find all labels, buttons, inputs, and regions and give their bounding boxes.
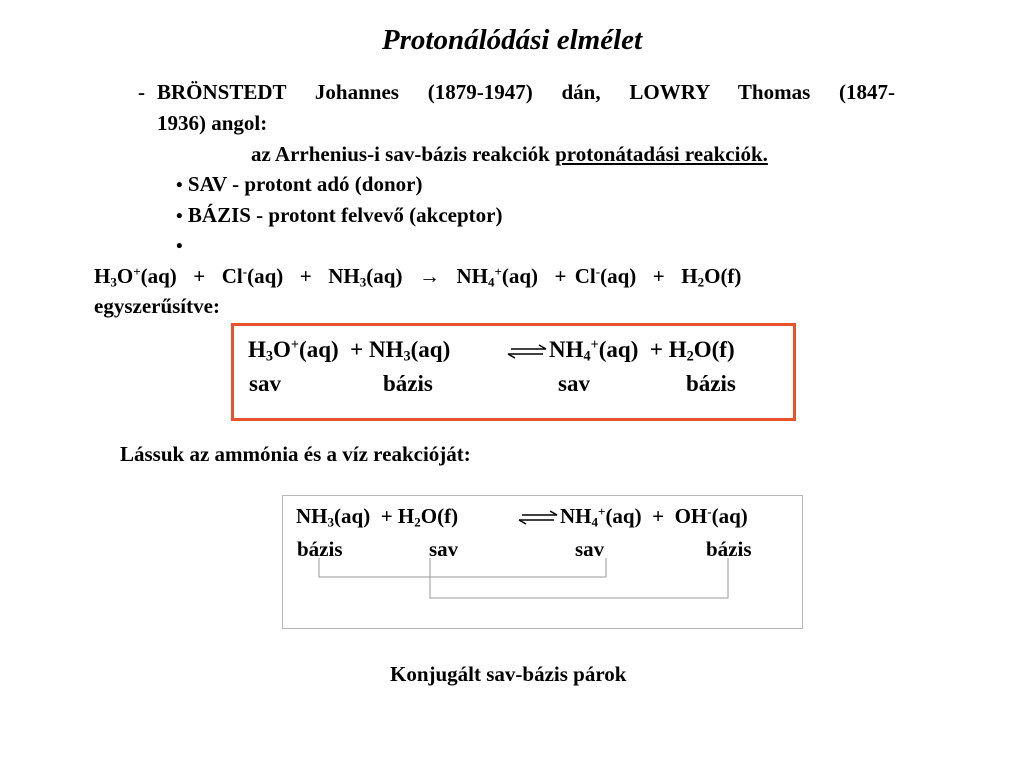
boxed-role-3: sav: [558, 371, 590, 396]
page-title: Protonálódási elmélet: [381, 24, 643, 56]
equilibrium-arrow-icon: [519, 511, 557, 524]
bullet-text: BÁZIS - protont felvevő (akceptor): [187, 203, 503, 227]
conjugate-pair-lines: [319, 558, 728, 598]
intro-line-2: 1936) angol:: [157, 111, 268, 135]
ammonia-reaction-right: $NH_4^+(aq) + OH^-(aq)$: [560, 503, 748, 530]
ammonia-role-3: sav: [575, 537, 605, 561]
bullet-dot-icon: •: [176, 206, 183, 227]
bullet-dot-icon: •: [176, 175, 183, 196]
intro-line-1: BRÖNSTEDT Johannes (1879-1947) dán, LOWRY Thomas (1847-: [157, 80, 895, 104]
simplified-label: egyszerűsítve:: [94, 294, 220, 318]
reaction-arrow-icon: →: [418, 264, 440, 288]
reaction-full: $H_3O^+(aq) + Cl^-(aq) + NH_3(aq) \to NH_4^+(aq) + Cl^-(aq) + H_2O(f)$: [94, 263, 742, 290]
ammonia-reaction-left: $NH_3(aq) + H_2O(f)$: [296, 504, 459, 530]
boxed-role-1: sav: [249, 371, 281, 396]
boxed-role-4: bázis: [686, 371, 736, 396]
boxed-reaction-left: $H_3O^+(aq) + NH_3(aq)$: [248, 337, 451, 365]
boxed-role-2: bázis: [383, 371, 433, 396]
equilibrium-arrow-icon: [508, 345, 546, 358]
bullet-dot-icon: •: [176, 236, 183, 257]
intro-dash: -: [138, 80, 145, 104]
intro-line-3-plain: az Arrhenius-i sav-bázis reakciók: [251, 142, 556, 166]
conjugate-label: Konjugált sav-bázis párok: [390, 662, 627, 686]
intro-line-3-underlined: protonátadási reakciók.: [555, 142, 768, 166]
ammonia-heading: Lássuk az ammónia és a víz reakcióját:: [120, 442, 471, 466]
boxed-reaction-right: $NH_4^+(aq) + H_2O(f)$: [549, 337, 735, 365]
ammonia-role-2: sav: [429, 537, 459, 561]
ammonia-role-1: bázis: [297, 537, 343, 561]
ammonia-role-4: bázis: [706, 537, 752, 561]
bullet-text: SAV - protont adó (donor): [187, 172, 423, 196]
